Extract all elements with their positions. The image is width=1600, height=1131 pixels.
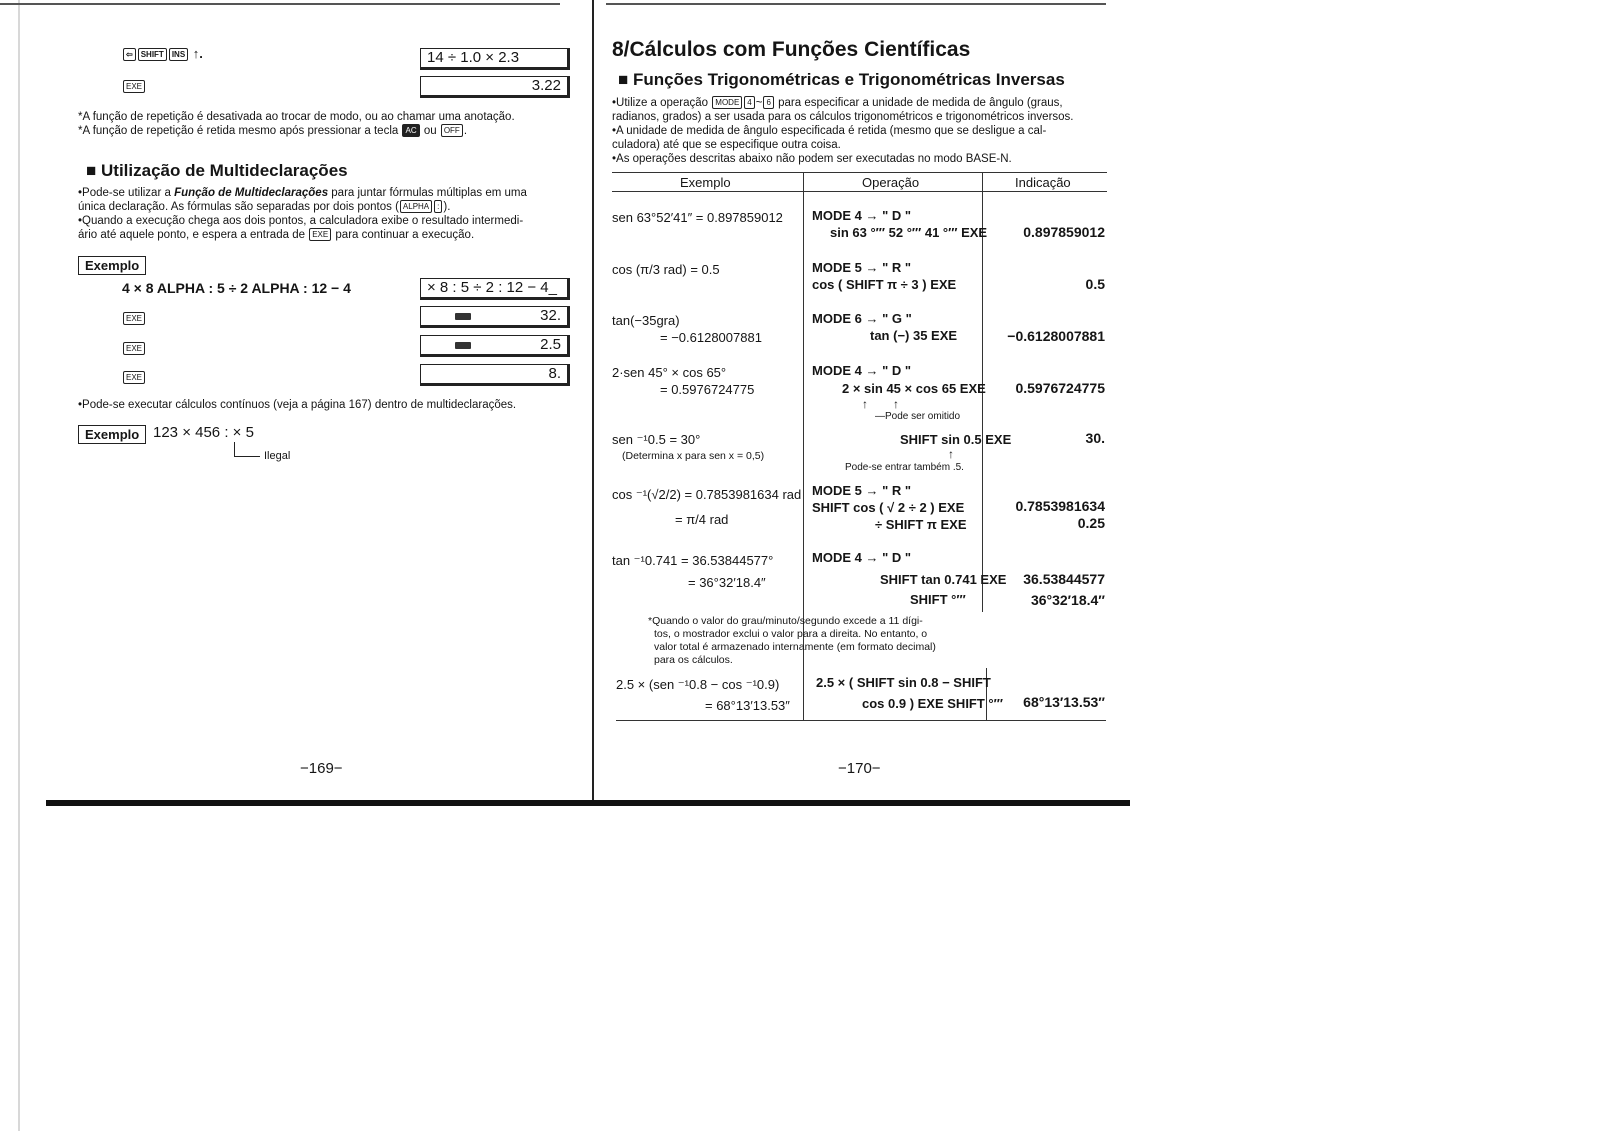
intro-line-5: •As operações descritas abaixo não podem ser executadas no modo BASE-N.: [612, 153, 1012, 165]
top-key-seq-tail: ↑.: [192, 46, 203, 61]
row5-note: Pode-se entrar também .5.: [845, 462, 964, 473]
bullet-line-4: ário até aquele ponto, e espera a entrada de EXE para continuar a execução.: [78, 229, 475, 241]
row1-example: sen 63°52′41″ = 0.897859012: [612, 210, 783, 225]
row1-op-line1: MODE 4 → " D ": [812, 208, 912, 223]
continuous-calc-note: •Pode-se executar cálculos contínuos (veja a página 167) dentro de multideclarações.: [78, 399, 517, 411]
table-header-rule: [612, 191, 1107, 192]
colon-key-icon: :: [434, 200, 442, 213]
top-display-line-2: 3.22: [420, 76, 570, 98]
ins-key-icon: INS: [169, 48, 188, 61]
row7-example-result: = 36°32′18.4″: [688, 575, 766, 590]
example-label-2: Exemplo: [78, 425, 146, 444]
row3-op-line1: MODE 6 → " G ": [812, 311, 912, 326]
col-header-exemplo: Exemplo: [680, 175, 731, 190]
row8-op-line1: 2.5 × ( SHIFT sin 0.8 − SHIFT: [816, 675, 991, 690]
row2-indication: 0.5: [1085, 276, 1105, 292]
bullet-line-1: •Pode-se utilizar a Função de Multideclarações para juntar fórmulas múltiplas em uma: [78, 187, 527, 199]
bullet-line-3: •Quando a execução chega aos dois pontos, a calculadora exibe o resultado intermedi-: [78, 215, 524, 227]
bullet-line-2: única declaração. As fórmulas são separadas por dois pontos ( ALPHA : ).: [78, 201, 451, 213]
ac-key-icon: AC: [402, 124, 419, 137]
row5-op-line2: SHIFT sin 0.5 EXE: [900, 432, 1012, 447]
exe-key-row1: [122, 78, 146, 96]
col-header-indicacao: Indicação: [1015, 175, 1071, 190]
row8-op-line2: cos 0.9 ) EXE SHIFT °′″: [862, 696, 1003, 711]
row7-example: tan ⁻¹0.741 = 36.53844577°: [612, 553, 774, 568]
dms-note-line-3: valor total é armazenado internamente (em formato decimal): [654, 641, 936, 653]
alpha-key-icon: ALPHA: [400, 200, 432, 213]
exe-key-row-a: [122, 310, 146, 328]
row7-op-line3: SHIFT °′″: [910, 592, 966, 607]
row3-example-result: = −0.6128007881: [660, 330, 762, 345]
backspace-key-icon: ⇦: [123, 48, 136, 61]
illegal-pointer-line: [234, 442, 235, 456]
row3-example: tan(−35gra): [612, 313, 680, 328]
multistatement-display: × 8 : 5 ÷ 2 : 12 − 4_: [420, 278, 570, 300]
table-top-rule: [612, 172, 1107, 173]
row6-indication-2: 0.25: [1077, 515, 1105, 531]
left-top-key-sequence: [122, 46, 203, 61]
row3-indication: −0.6128007881: [1007, 328, 1105, 344]
square-bullet-icon: ■: [618, 70, 629, 89]
disp-indicator-icon: [455, 342, 471, 349]
intro-line-4: culadora) até que se especifique outra coisa.: [612, 139, 841, 151]
square-bullet-icon: ■: [86, 161, 97, 180]
section-title-multideclaracoes: ■ Utilização de Multideclarações: [86, 161, 348, 180]
row6-op-line1: MODE 5 → " R ": [812, 483, 912, 498]
exe-key-icon: EXE: [123, 371, 145, 384]
dms-note-line-4: para os cálculos.: [654, 654, 733, 666]
disp-indicator-icon: [455, 313, 471, 320]
row6-op-line3: ÷ SHIFT π EXE: [875, 517, 967, 532]
row7-op-line1: MODE 4 → " D ": [812, 550, 912, 565]
row7-op-line2: SHIFT tan 0.741 EXE: [880, 572, 1007, 587]
row5-indication: 30.: [1085, 430, 1105, 446]
book-spine-line: [592, 0, 594, 805]
row4-example-result: = 0.5976724775: [660, 382, 755, 397]
result-display-1: 32.: [420, 306, 570, 328]
chapter-title: 8/Cálculos com Funções Científicas: [612, 38, 971, 61]
row4-arrow-up-icon-2: ↑: [893, 397, 899, 411]
intro-line-1: •Utilize a operação MODE 4 ~ 6 para especificar a unidade de medida de ângulo (graus,: [612, 97, 1063, 109]
row8-indication: 68°13′13.53″: [1023, 694, 1105, 710]
row5-example-note: (Determina x para sen x = 0,5): [622, 450, 765, 462]
row4-arrow-up-icon: ↑: [862, 397, 868, 411]
row2-example: cos (π/3 rad) = 0.5: [612, 262, 720, 277]
row4-op-line1: MODE 4 → " D ": [812, 363, 912, 378]
row8-example: 2.5 × (sen ⁻¹0.8 − cos ⁻¹0.9): [616, 677, 780, 692]
row4-note: —Pode ser omitido: [875, 411, 961, 422]
row3-op-line2: tan (−) 35 EXE: [870, 328, 958, 343]
page-number-right: −170−: [838, 760, 881, 777]
dms-note-line-1: *Quando o valor do grau/minuto/segundo excede a 11 dígi-: [648, 615, 923, 627]
table-bottom-rule: [616, 720, 1106, 721]
example-label-1: Exemplo: [78, 256, 146, 275]
row7-indication-2: 36°32′18.4″: [1030, 592, 1105, 608]
row1-indication: 0.897859012: [1023, 224, 1105, 240]
key-6-icon: 6: [763, 96, 773, 109]
page-number-left: −169−: [300, 760, 343, 777]
example2-expression: 123 × 456 : × 5: [153, 424, 254, 441]
shift-key-icon: SHIFT: [138, 48, 167, 61]
row5-arrow-up-icon: ↑: [948, 447, 954, 461]
mode-key-icon: MODE: [712, 96, 742, 109]
row6-example: cos ⁻¹(√2/2) = 0.7853981634 rad: [612, 487, 802, 502]
intro-line-3: •A unidade de medida de ângulo especificada é retida (mesmo que se desligue a cal-: [612, 125, 1047, 137]
dms-note-line-2: tos, o mostrador exclui o valor para a direita. No entanto, o: [654, 628, 928, 640]
row6-example-result: = π/4 rad: [675, 512, 729, 527]
result-display-3: 8.: [420, 364, 570, 386]
illegal-label: Ilegal: [264, 450, 291, 462]
section-subtitle: ■ Funções Trigonométricas e Trigonométricas Inversas: [618, 70, 1065, 89]
row4-indication: 0.5976724775: [1015, 380, 1105, 396]
exe-key-icon: EXE: [123, 342, 145, 355]
row6-indication: 0.7853981634: [1015, 498, 1105, 514]
exe-key-icon: EXE: [123, 80, 145, 93]
top-display-line-1: 14 ÷ 1.0 × 2.3: [420, 48, 570, 70]
top-rule-right: [606, 3, 1106, 5]
row4-op-line2: 2 × sin 45 × cos 65 EXE: [842, 381, 986, 396]
exe-key-icon: EXE: [123, 312, 145, 325]
example-key-sequence: 4 × 8 ALPHA : 5 ÷ 2 ALPHA : 12 − 4: [122, 280, 351, 296]
exe-key-icon: EXE: [309, 228, 331, 241]
row2-op-line2: cos ( SHIFT π ÷ 3 ) EXE: [812, 277, 957, 292]
row1-op-line2: sin 63 °′″ 52 °′″ 41 °′″ EXE: [830, 225, 988, 240]
intro-line-2: radianos, grados) a ser usada para os cálculos trigonométricos e trigonométricos inversos.: [612, 111, 1074, 123]
row4-example: 2·sen 45° × cos 65°: [612, 365, 727, 380]
repeat-note-1: *A função de repetição é desativada ao trocar de modo, ou ao chamar uma anotação.: [78, 111, 515, 123]
left-page-edge-line: [18, 0, 20, 1131]
row2-op-line1: MODE 5 → " R ": [812, 260, 912, 275]
off-key-icon: OFF: [441, 124, 463, 137]
row8-example-result: = 68°13′13.53″: [705, 698, 790, 713]
bottom-thick-rule: [46, 800, 1130, 806]
repeat-note-2: *A função de repetição é retida mesmo após pressionar a tecla AC ou OFF .: [78, 125, 468, 137]
row7-indication: 36.53844577: [1023, 571, 1105, 587]
row6-op-line2: SHIFT cos ( √ 2 ÷ 2 ) EXE: [812, 500, 965, 515]
exe-key-row-b: [122, 340, 146, 358]
row5-example: sen ⁻¹0.5 = 30°: [612, 432, 701, 447]
exe-key-row-c: [122, 369, 146, 387]
result-display-2: 2.5: [420, 335, 570, 357]
illegal-pointer-h: [234, 456, 260, 457]
bold-term: Função de Multideclarações: [174, 187, 329, 199]
top-rule-left: [0, 3, 560, 5]
key-4-icon: 4: [744, 96, 754, 109]
col-header-operacao: Operação: [862, 175, 920, 190]
